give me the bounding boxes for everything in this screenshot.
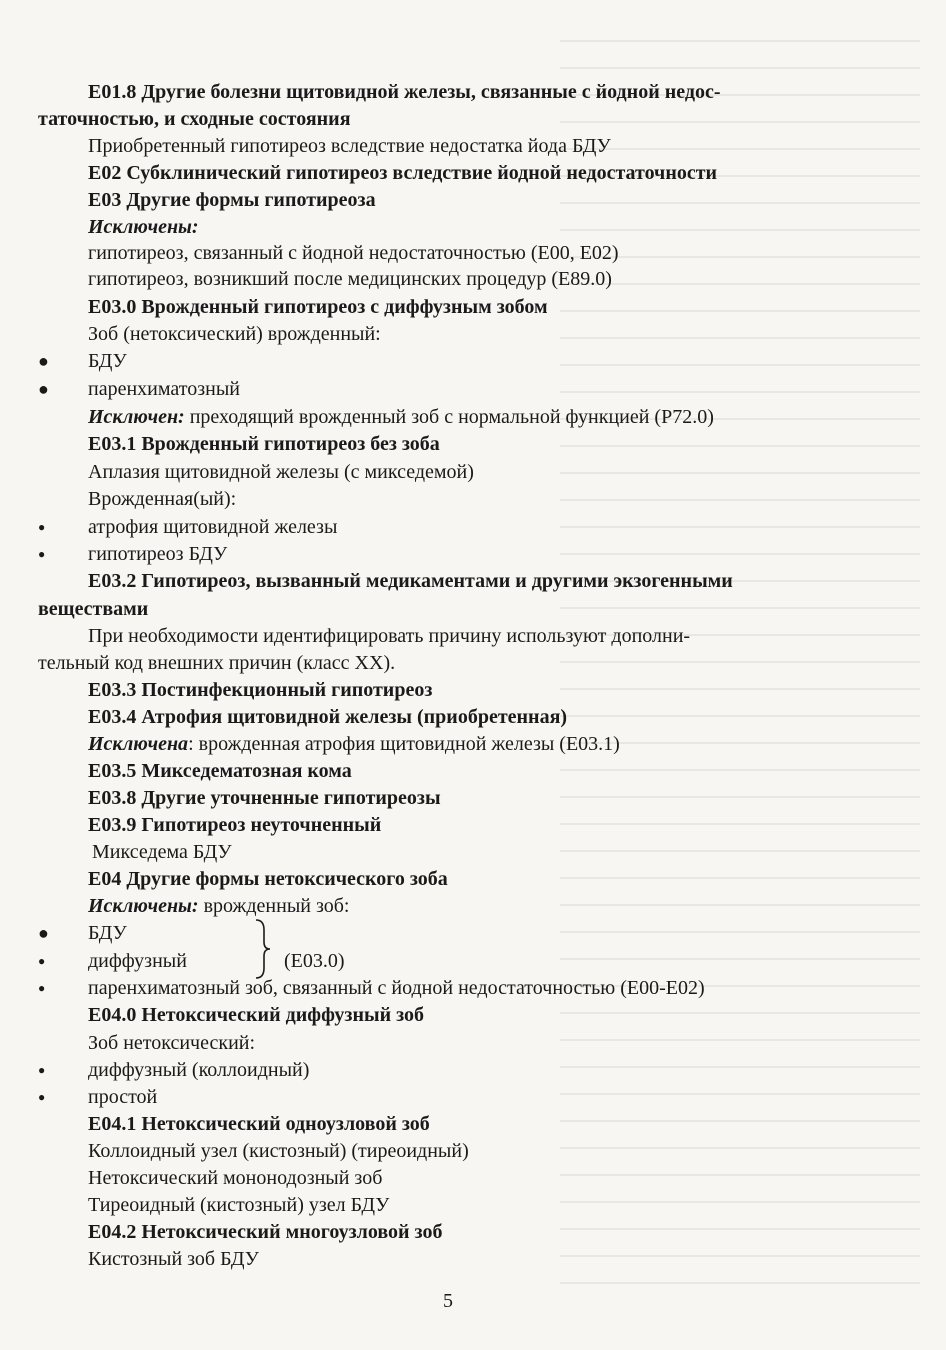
exclusion-text: врожденный зоб: [198, 895, 350, 917]
brace-reference: (E03.0) [284, 950, 345, 972]
bullet: ● [38, 547, 46, 561]
text-line: гипотиреоз, связанный с йодной недостаточностью (E00, E02) [88, 242, 619, 264]
text-line: Зоб (нетоксический) врожденный: [88, 323, 381, 345]
heading-e03-1: E03.1 Врожденный гипотиреоз без зоба [88, 433, 440, 455]
heading-e03-2-line1: E03.2 Гипотиреоз, вызванный медикаментами и другими экзогенными [88, 570, 733, 592]
curly-brace-icon [252, 918, 274, 980]
text-line: Врожденная(ый): [88, 488, 237, 510]
heading-e03-3: E03.3 Постинфекционный гипотиреоз [88, 679, 433, 701]
page-number: 5 [443, 1290, 453, 1312]
bullet: ● [38, 954, 46, 968]
heading-e01-8-line2: таточностью, и сходные состояния [38, 108, 351, 130]
exclusion-line [88, 731, 620, 757]
list-item: гипотиреоз БДУ [88, 543, 228, 565]
text-line: Нетоксический мононодозный зоб [88, 1167, 383, 1189]
text-line: Аплазия щитовидной железы (с микседемой) [88, 461, 474, 483]
list-item: атрофия щитовидной железы [88, 516, 338, 538]
list-item: диффузный [88, 950, 187, 972]
text-line: При необходимости идентифицировать причину используют дополни- [88, 625, 691, 647]
exclusion-label: Исключены: [88, 895, 199, 917]
heading-e03-5: E03.5 Микседематозная кома [88, 760, 352, 782]
heading-e01-8-line1: E01.8 Другие болезни щитовидной железы, связанные с йодной недос- [88, 81, 721, 103]
exclusion-text: : врожденная атрофия щитовидной железы (E03.1) [188, 733, 620, 755]
heading-e04: E04 Другие формы нетоксического зоба [88, 868, 448, 890]
text-line: Кистозный зоб БДУ [88, 1248, 259, 1270]
heading-e03: E03 Другие формы гипотиреоза [88, 189, 376, 211]
bullet: ● [38, 923, 49, 943]
exclusion-line [88, 893, 349, 919]
heading-e04-1: E04.1 Нетоксический одноузловой зоб [88, 1113, 430, 1135]
list-item: паренхиматозный зоб, связанный с йодной недостаточностью (E00-E02) [88, 977, 705, 999]
exclusion-label: Исключен: [88, 406, 185, 428]
list-item: диффузный (коллоидный) [88, 1059, 310, 1081]
heading-e04-0: E04.0 Нетоксический диффузный зоб [88, 1004, 425, 1026]
bullet: ● [38, 379, 49, 399]
heading-e03-9: E03.9 Гипотиреоз неуточненный [88, 814, 382, 836]
text-line: гипотиреоз, возникший после медицинских процедур (E89.0) [88, 268, 612, 290]
exclusion-line [88, 404, 714, 430]
heading-e03-4: E03.4 Атрофия щитовидной железы (приобретенная) [88, 706, 568, 728]
heading-e03-2-line2: веществами [38, 598, 149, 620]
heading-e02: E02 Субклинический гипотиреоз вследствие йодной недостаточности [88, 162, 718, 184]
bleed-through-background [560, 40, 920, 1290]
text-line: тельный код внешних причин (класс XX). [38, 652, 396, 674]
bullet: ● [38, 520, 46, 534]
text-line: Зоб нетоксический: [88, 1032, 256, 1054]
list-item: простой [88, 1086, 158, 1108]
text-line: Коллоидный узел (кистозный) (тиреоидный) [88, 1140, 469, 1162]
bullet: ● [38, 981, 46, 995]
exclusion-label: Исключены: [88, 216, 199, 238]
text-line: Приобретенный гипотиреоз вследствие недостатка йода БДУ [88, 135, 611, 157]
text-line: Тиреоидный (кистозный) узел БДУ [88, 1194, 390, 1216]
heading-e03-0: E03.0 Врожденный гипотиреоз с диффузным зобом [88, 296, 548, 318]
list-item: паренхиматозный [88, 378, 240, 400]
bullet: ● [38, 351, 49, 371]
heading-e04-2: E04.2 Нетоксический многоузловой зоб [88, 1221, 443, 1243]
bullet: ● [38, 1063, 46, 1077]
exclusion-text: преходящий врожденный зоб с нормальной функцией (P72.0) [184, 406, 714, 428]
exclusion-label: Исключена [88, 733, 189, 755]
list-item: БДУ [88, 350, 127, 372]
heading-e03-8: E03.8 Другие уточненные гипотиреозы [88, 787, 441, 809]
list-item: БДУ [88, 922, 127, 944]
bullet: ● [38, 1090, 46, 1104]
text-line: Микседема БДУ [92, 841, 232, 863]
